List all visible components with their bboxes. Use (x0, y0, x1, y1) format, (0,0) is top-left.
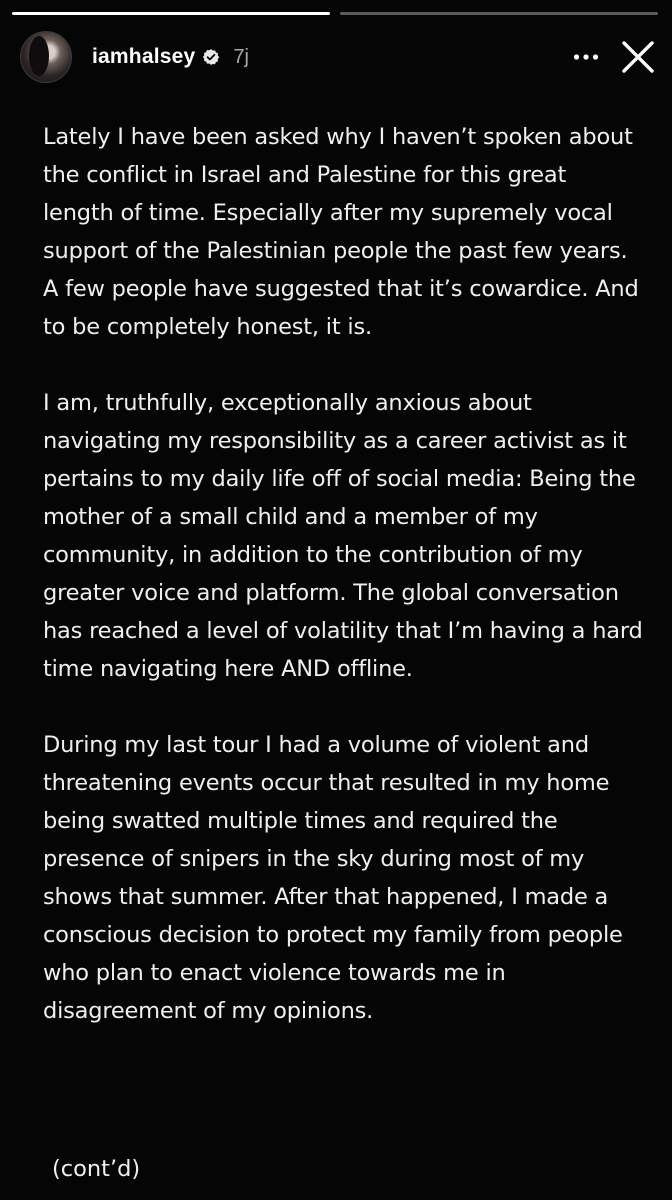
story-progress-bar (12, 12, 658, 15)
continued-label: (cont’d) (52, 1156, 141, 1182)
story-paragraph: During my last tour I had a volume of violent and threatening events occur that resulted in my home being swatted multiple times and required the presence of snipers in the sky during most of my shows that summer. After that happened, I made a conscious decision to protect my family from people who plan to enact violence towards me in disagreement of my opinions. (43, 732, 623, 1024)
verified-badge-icon (202, 48, 220, 66)
more-horizontal-icon (573, 53, 599, 61)
progress-fill (12, 12, 330, 15)
story-text-body (43, 118, 643, 1068)
avatar[interactable] (20, 31, 72, 83)
username[interactable]: iamhalsey (92, 45, 196, 68)
story-progress-segment-2 (340, 12, 658, 15)
story-progress-segment-1 (12, 12, 330, 15)
post-timestamp: 7j (233, 45, 249, 68)
story-paragraph: I am, truthfully, exceptionally anxious about navigating my responsibility as a career activist as it pertains to my daily life off of social media: Being the mother of a small child and a member of my community, in addition to the contribution of my greater voice and platform. The global conversation has reached a level of volatility that I’m having a hard time navigating here AND offline. (43, 390, 643, 682)
story-paragraph: Lately I have been asked why I haven’t spoken about the conflict in Israel and Palestine for this great length of time. Especially after my supremely vocal support of the Palestinian people the past few years. A few people have suggested that it’s cowardice. And to be completely honest, it is. (43, 124, 639, 340)
story-header (20, 30, 658, 84)
close-icon (621, 40, 655, 74)
more-options-button[interactable] (566, 37, 606, 77)
close-button[interactable] (618, 37, 658, 77)
